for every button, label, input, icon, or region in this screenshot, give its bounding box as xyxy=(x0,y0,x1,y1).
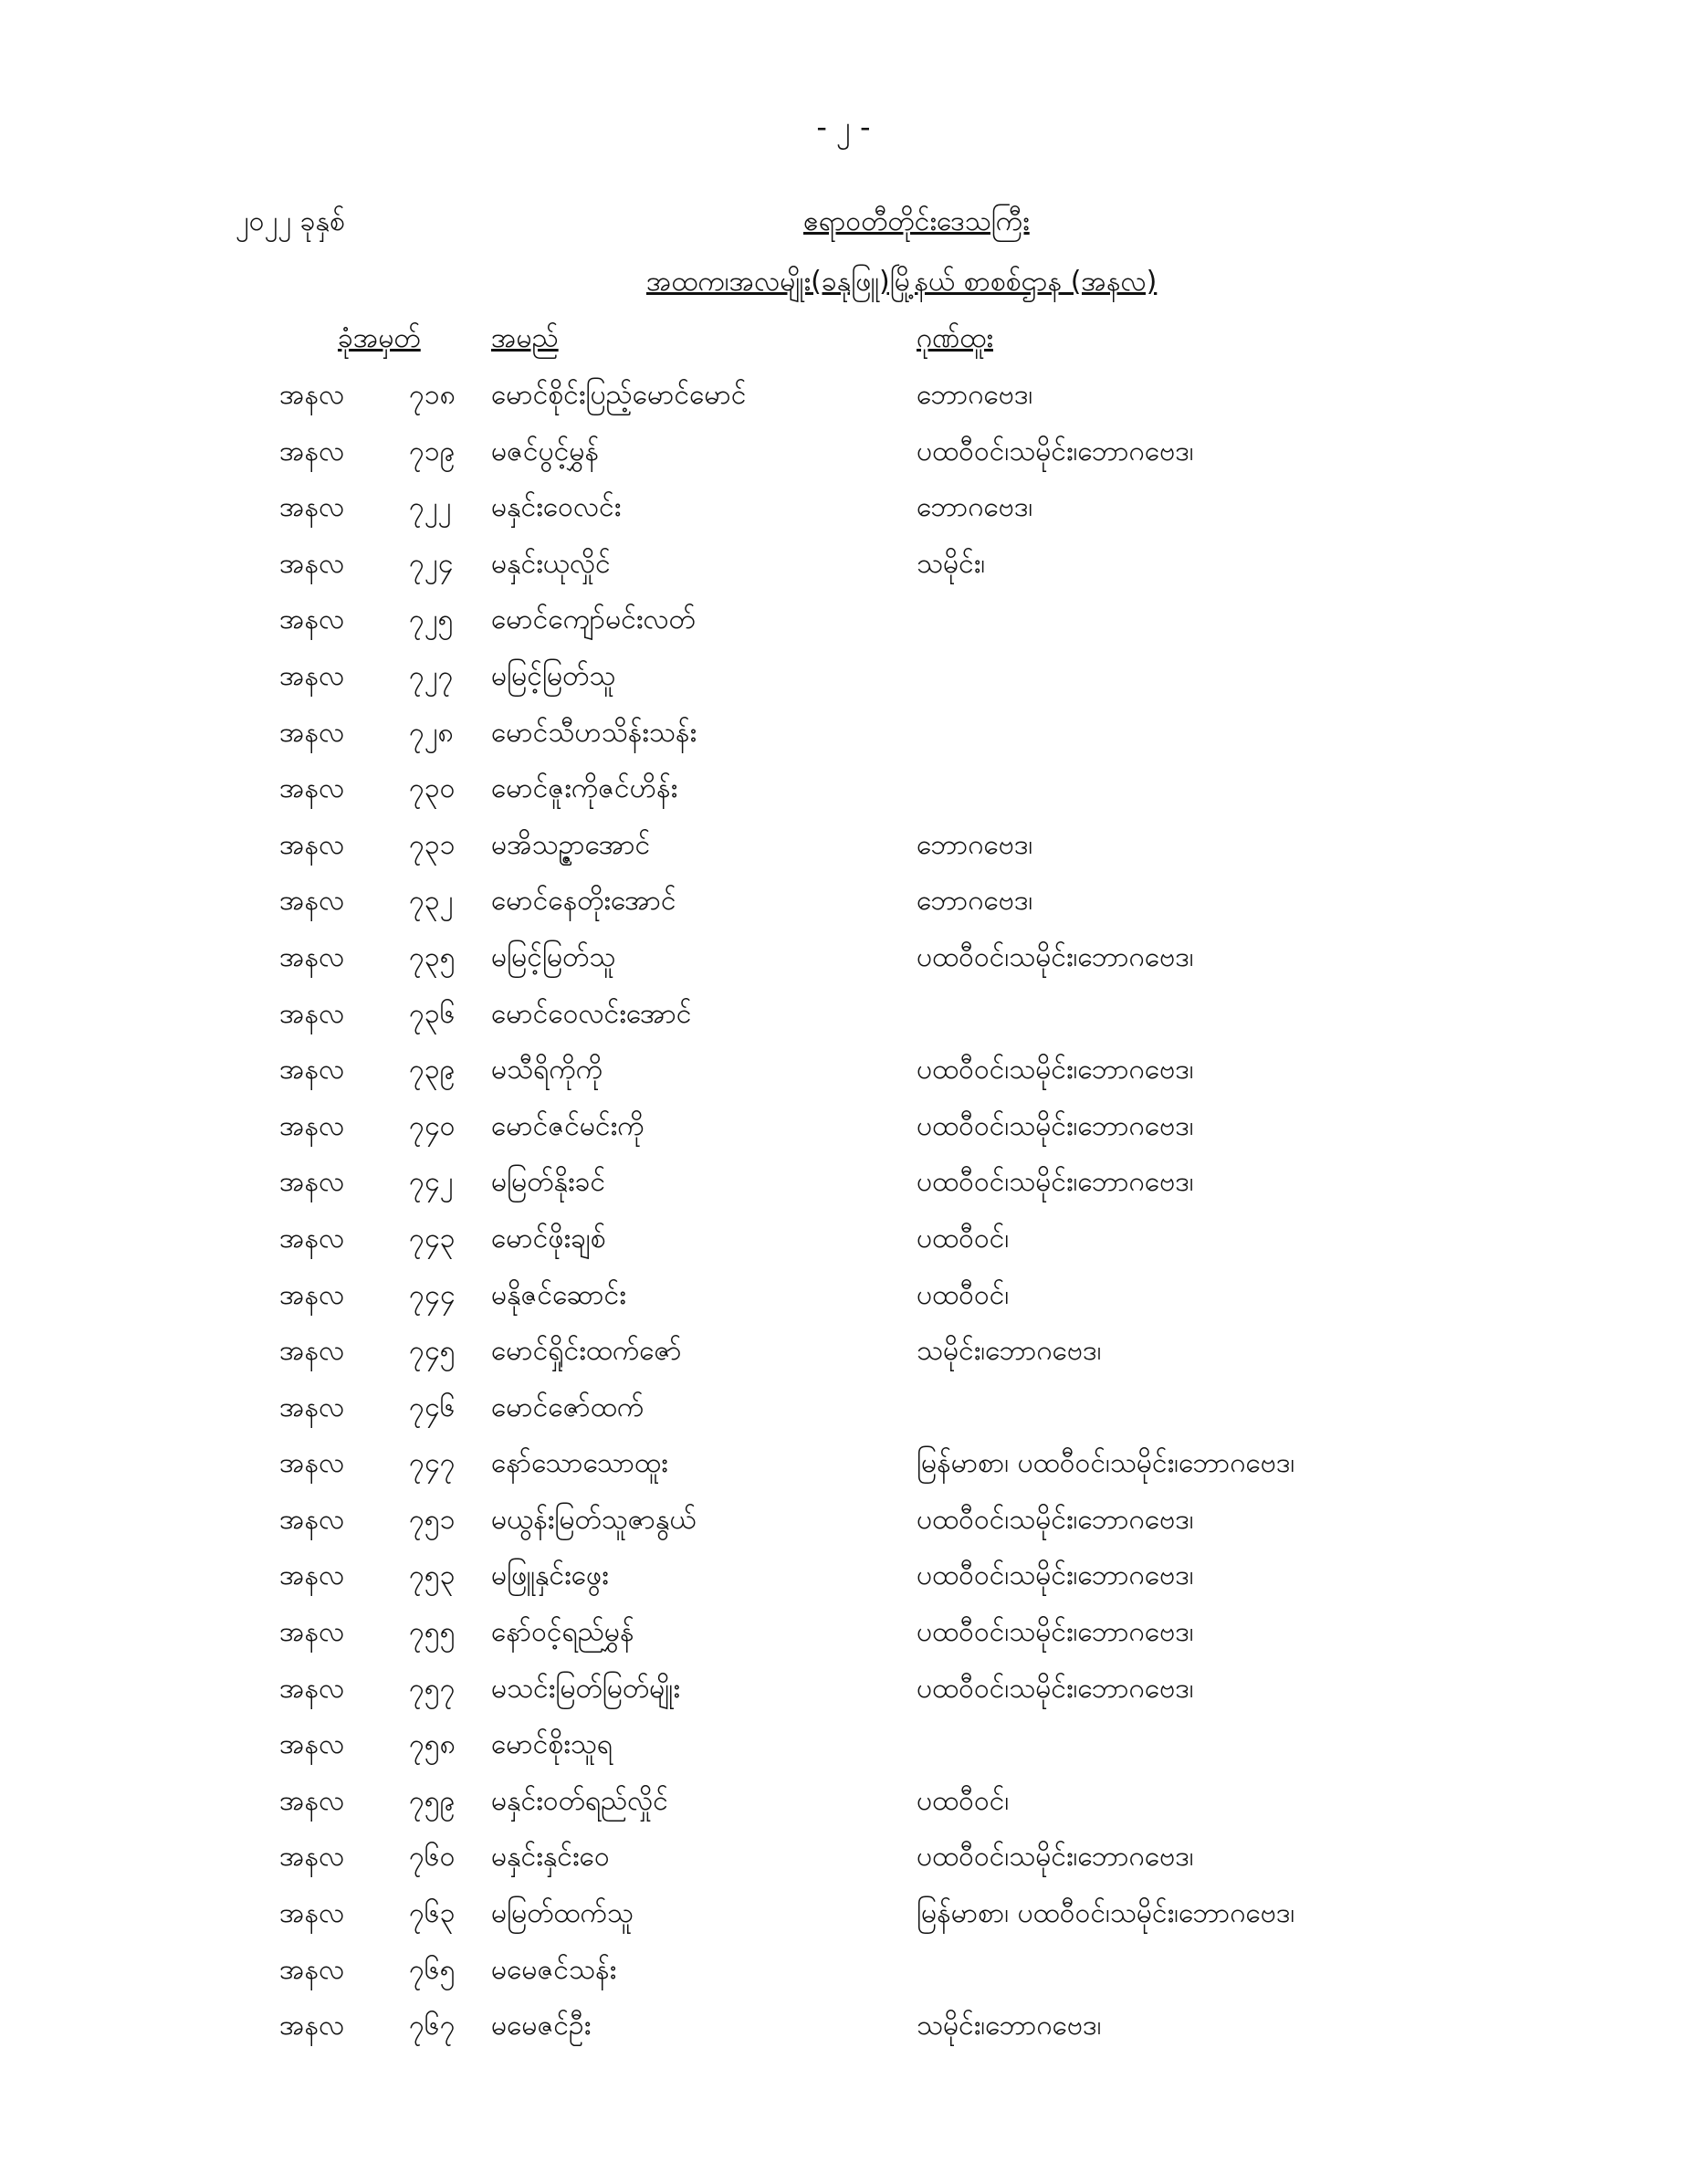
table-row xyxy=(0,425,1687,482)
table-row xyxy=(0,1494,1687,1550)
roll-prefix: အနလ xyxy=(279,1222,345,1255)
table-row xyxy=(0,538,1687,594)
roll-number: ၇၄၅ xyxy=(409,1335,456,1368)
student-name: မသီရိကိုကို xyxy=(491,1054,603,1087)
roll-number: ၇၁၈ xyxy=(409,379,456,411)
table-row xyxy=(0,762,1687,819)
roll-prefix: အနလ xyxy=(279,1109,345,1142)
student-name: မောင်သီဟသိန်းသန်း xyxy=(491,716,697,749)
table-row xyxy=(0,1100,1687,1157)
roll-number: ၇၆၅ xyxy=(409,1953,456,1986)
roll-prefix: အနလ xyxy=(279,940,345,973)
roll-number: ၇၁၉ xyxy=(409,435,456,467)
student-name: မမြတ်နိုးခင် xyxy=(491,1166,606,1199)
table-row xyxy=(0,1381,1687,1438)
roll-number: ၇၃၉ xyxy=(409,1054,456,1087)
roll-prefix: အနလ xyxy=(279,772,345,805)
student-name: မမြင့်မြတ်သူ xyxy=(491,940,616,973)
distinctions: ပထဝီဝင်၊သမိုင်း၊ဘောဂဗေဒ၊ xyxy=(917,1054,1194,1087)
table-row xyxy=(0,2000,1687,2056)
roll-prefix: အနလ xyxy=(279,1672,345,1705)
student-name: မအိသဉ္ဇာအောင် xyxy=(491,828,651,861)
roll-prefix: အနလ xyxy=(279,1841,345,1874)
roll-prefix: အနလ xyxy=(279,1335,345,1368)
roll-prefix: အနလ xyxy=(279,1278,345,1311)
table-row xyxy=(0,1156,1687,1213)
roll-number: ၇၃၂ xyxy=(409,885,454,918)
document-subtitle: အထက၊အလမျိုး(ခနုဖြူ)မြို့နယ် စာစစ်ဌာန (အနလ) xyxy=(646,266,1158,298)
student-name: မဖြူနှင်းဖွေး xyxy=(491,1559,609,1592)
table-row xyxy=(0,819,1687,876)
student-name: မသင်းမြတ်မြတ်မျိုး xyxy=(491,1672,680,1705)
roll-number: ၇၂၇ xyxy=(409,659,454,692)
roll-prefix: အနလ xyxy=(279,1054,345,1087)
roll-number: ၇၃၅ xyxy=(409,940,456,973)
roll-number: ၇၆၀ xyxy=(409,1841,456,1874)
student-name: မနှင်းဝတ်ရည်လှိုင် xyxy=(491,1784,668,1817)
student-name: မောင်စိုင်းပြည့်မောင်မောင် xyxy=(491,379,747,411)
distinctions: မြန်မာစာ၊ ပထဝီဝင်၊သမိုင်း၊ဘောဂဗေဒ၊ xyxy=(917,1447,1295,1480)
roll-prefix: အနလ xyxy=(279,1447,345,1480)
student-name: နော်သောသောထူး xyxy=(491,1447,668,1480)
table-row xyxy=(0,1044,1687,1100)
roll-number: ၇၆၃ xyxy=(409,1897,456,1930)
roll-prefix: အနလ xyxy=(279,997,345,1030)
table-row xyxy=(0,1325,1687,1381)
roll-prefix: အနလ xyxy=(279,379,345,411)
results-list xyxy=(0,369,1687,2056)
roll-prefix: အနလ xyxy=(279,659,345,692)
student-name: မမြတ်ထက်သူ xyxy=(491,1897,634,1930)
roll-prefix: အနလ xyxy=(279,885,345,918)
distinctions: ပထဝီဝင်၊သမိုင်း၊ဘောဂဗေဒ၊ xyxy=(917,1166,1194,1199)
table-row xyxy=(0,1606,1687,1663)
student-name: မောင်ဝေလင်းအောင် xyxy=(491,997,692,1030)
student-name: မယွန်းမြတ်သူဇာနွယ် xyxy=(491,1503,697,1536)
roll-number: ၇၂၅ xyxy=(409,604,454,636)
roll-number: ၇၅၅ xyxy=(409,1616,456,1649)
roll-number: ၇၄၀ xyxy=(409,1109,456,1142)
header-roll-number: ခုံအမှတ် xyxy=(338,322,421,354)
distinctions: ပထဝီဝင်၊သမိုင်း၊ဘောဂဗေဒ၊ xyxy=(917,1672,1194,1705)
roll-prefix: အနလ xyxy=(279,1559,345,1592)
student-name: မောင်စိုးသူရ xyxy=(491,1728,613,1761)
distinctions: ပထဝီဝင်၊သမိုင်း၊ဘောဂဗေဒ၊ xyxy=(917,1109,1194,1142)
roll-prefix: အနလ xyxy=(279,1503,345,1536)
roll-number: ၇၄၇ xyxy=(409,1447,456,1480)
roll-number: ၇၅၇ xyxy=(409,1672,456,1705)
roll-prefix: အနလ xyxy=(279,1391,345,1423)
distinctions: သမိုင်း၊ xyxy=(917,547,986,580)
student-name: မောင်ဇင်မင်းကို xyxy=(491,1109,644,1142)
student-name: မောင်ရှိုင်းထက်ဇော် xyxy=(491,1335,682,1368)
roll-number: ၇၅၈ xyxy=(409,1728,456,1761)
roll-prefix: အနလ xyxy=(279,491,345,524)
table-row xyxy=(0,481,1687,538)
distinctions: ပထဝီဝင်၊သမိုင်း၊ဘောဂဗေဒ၊ xyxy=(917,1559,1194,1592)
table-row xyxy=(0,931,1687,988)
roll-prefix: အနလ xyxy=(279,604,345,636)
student-name: မောင်ဇူးကိုဇင်ဟိန်း xyxy=(491,772,678,805)
table-row xyxy=(0,1775,1687,1832)
roll-prefix: အနလ xyxy=(279,547,345,580)
table-row xyxy=(0,1944,1687,2000)
distinctions: ပထဝီဝင်၊ xyxy=(917,1784,1010,1817)
roll-prefix: အနလ xyxy=(279,1784,345,1817)
roll-number: ၇၅၃ xyxy=(409,1559,456,1592)
year-label: ၂၀၂၂ ခုနှစ် xyxy=(236,205,345,237)
roll-number: ၇၄၂ xyxy=(409,1166,454,1199)
distinctions: ဘောဂဗေဒ၊ xyxy=(917,828,1033,861)
table-row xyxy=(0,1718,1687,1775)
student-name: နော်ဝင့်ရည်မွှန် xyxy=(491,1616,634,1649)
student-name: မောင်ဇော်ထက် xyxy=(491,1391,644,1423)
distinctions: ပထဝီဝင်၊ xyxy=(917,1278,1010,1311)
roll-number: ၇၃၆ xyxy=(409,997,456,1030)
distinctions: ပထဝီဝင်၊သမိုင်း၊ဘောဂဗေဒ၊ xyxy=(917,1616,1194,1649)
roll-number: ၇၄၆ xyxy=(409,1391,456,1423)
table-header xyxy=(0,320,1687,360)
distinctions: ပထဝီဝင်၊သမိုင်း၊ဘောဂဗေဒ၊ xyxy=(917,435,1194,467)
roll-number: ၇၃၀ xyxy=(409,772,456,805)
table-row xyxy=(0,1831,1687,1887)
distinctions: သမိုင်း၊ဘောဂဗေဒ၊ xyxy=(917,1335,1102,1368)
student-name: မမေဇင်ဦး xyxy=(491,2010,592,2042)
table-row xyxy=(0,1549,1687,1606)
roll-number: ၇၄၃ xyxy=(409,1222,456,1255)
table-row xyxy=(0,1269,1687,1326)
table-row xyxy=(0,593,1687,650)
student-name: မဇင်ပွင့်မွှန် xyxy=(491,435,600,467)
table-row xyxy=(0,1663,1687,1719)
distinctions: ပထဝီဝင်၊သမိုင်း၊ဘောဂဗေဒ၊ xyxy=(917,1503,1194,1536)
distinctions: မြန်မာစာ၊ ပထဝီဝင်၊သမိုင်း၊ဘောဂဗေဒ၊ xyxy=(917,1897,1295,1930)
roll-prefix: အနလ xyxy=(279,828,345,861)
document-title: ဧရာဝတီတိုင်းဒေသကြီး xyxy=(803,205,1030,237)
distinctions: ဘောဂဗေဒ၊ xyxy=(917,491,1033,524)
roll-number: ၇၂၂ xyxy=(409,491,452,524)
roll-prefix: အနလ xyxy=(279,2010,345,2042)
distinctions: ဘောဂဗေဒ၊ xyxy=(917,379,1033,411)
roll-number: ၇၂၈ xyxy=(409,716,454,749)
roll-number: ၇၆၇ xyxy=(409,2010,456,2042)
roll-prefix: အနလ xyxy=(279,1166,345,1199)
table-row xyxy=(0,988,1687,1045)
student-name: မနိုဇင်ဆောင်း xyxy=(491,1278,626,1311)
header-distinctions: ဂုဏ်ထူး xyxy=(917,322,993,354)
roll-prefix: အနလ xyxy=(279,716,345,749)
student-name: မောင်ကျော်မင်းလတ် xyxy=(491,604,696,636)
table-row xyxy=(0,1437,1687,1494)
student-name: မနှင်းဝေလင်း xyxy=(491,491,622,524)
roll-prefix: အနလ xyxy=(279,1897,345,1930)
roll-number: ၇၅၁ xyxy=(409,1503,456,1536)
student-name: မနှင်းယုလှိုင် xyxy=(491,547,611,580)
distinctions: ဘောဂဗေဒ၊ xyxy=(917,885,1033,918)
roll-prefix: အနလ xyxy=(279,1953,345,1986)
roll-number: ၇၂၄ xyxy=(409,547,454,580)
page-number: - ၂ - xyxy=(816,110,871,144)
table-row xyxy=(0,707,1687,763)
roll-prefix: အနလ xyxy=(279,1616,345,1649)
student-name: မမေဇင်သန်း xyxy=(491,1953,617,1986)
table-row xyxy=(0,650,1687,707)
header-name: အမည် xyxy=(491,322,559,354)
roll-prefix: အနလ xyxy=(279,435,345,467)
table-row xyxy=(0,1887,1687,1944)
distinctions: ပထဝီဝင်၊ xyxy=(917,1222,1010,1255)
table-row xyxy=(0,369,1687,425)
table-row xyxy=(0,875,1687,931)
roll-number: ၇၄၄ xyxy=(409,1278,456,1311)
roll-prefix: အနလ xyxy=(279,1728,345,1761)
roll-number: ၇၃၁ xyxy=(409,828,456,861)
roll-number: ၇၅၉ xyxy=(409,1784,456,1817)
distinctions: ပထဝီဝင်၊သမိုင်း၊ဘောဂဗေဒ၊ xyxy=(917,940,1194,973)
distinctions: ပထဝီဝင်၊သမိုင်း၊ဘောဂဗေဒ၊ xyxy=(917,1841,1194,1874)
student-name: မောင်ဖိုးချစ် xyxy=(491,1222,606,1255)
table-row xyxy=(0,1213,1687,1269)
student-name: မောင်နေတိုးအောင် xyxy=(491,885,676,918)
student-name: မမြင့်မြတ်သူ xyxy=(491,659,616,692)
student-name: မနှင်းနှင်းဝေ xyxy=(491,1841,610,1874)
distinctions: သမိုင်း၊ဘောဂဗေဒ၊ xyxy=(917,2010,1102,2042)
